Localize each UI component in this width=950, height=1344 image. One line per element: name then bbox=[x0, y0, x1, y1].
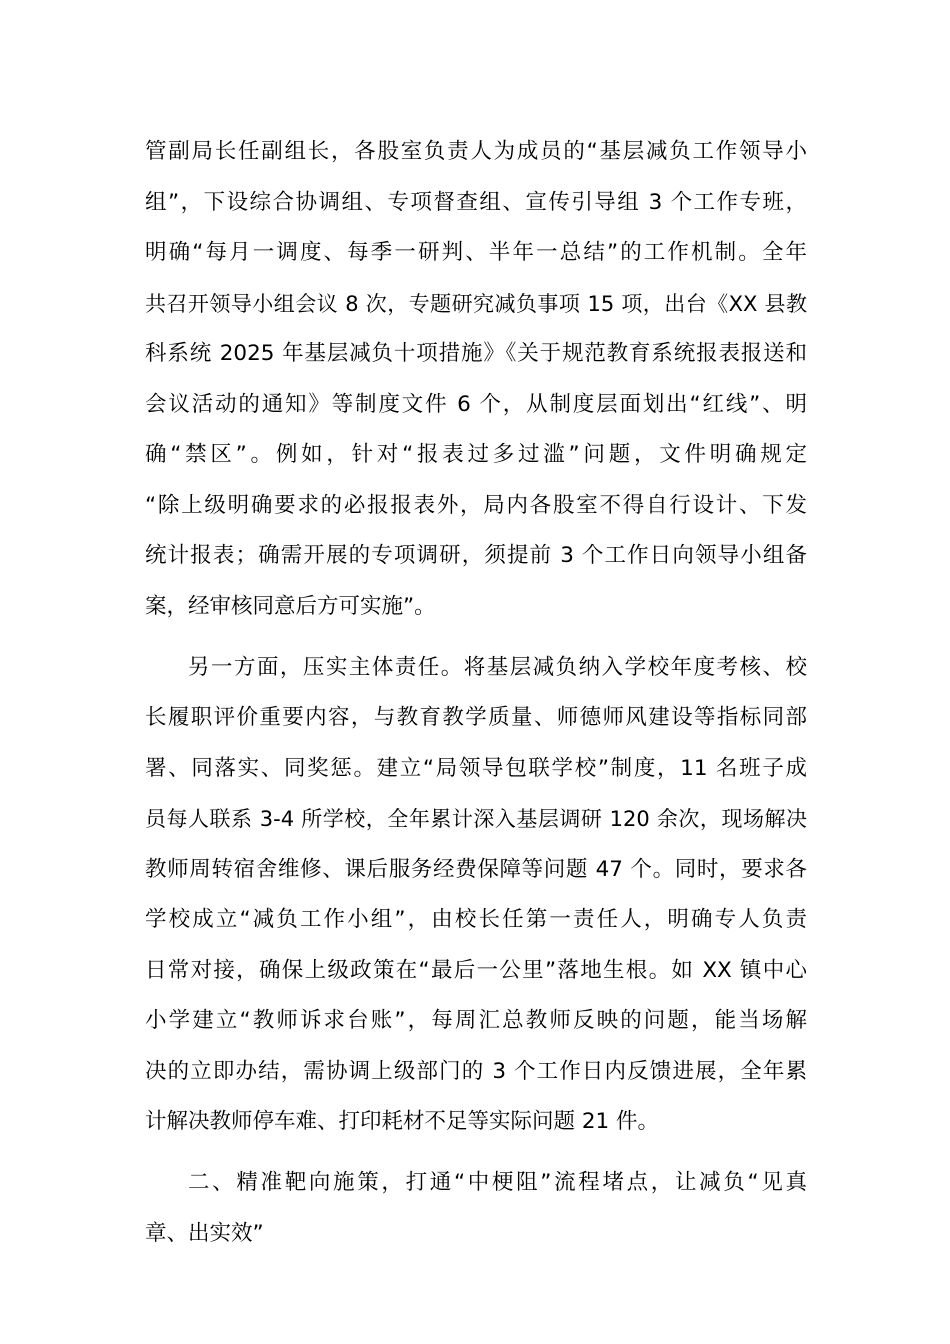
text-line: 计解决教师停车难、打印耗材不足等实际问题 21 件。 bbox=[145, 1109, 660, 1134]
text-line: 员每人联系 3-4 所学校，全年累计深入基层调研 120 余次，现场解决 bbox=[145, 807, 807, 831]
section-heading-2 bbox=[145, 1158, 807, 1259]
paragraph-leadership-group bbox=[145, 127, 807, 632]
text-line: 日常对接，确保上级政策在“最后一公里”落地生根。如 XX 镇中心 bbox=[145, 957, 807, 983]
text-line: 明确“每月一调度、每季一研判、半年一总结”的工作机制。全年 bbox=[145, 240, 807, 265]
text-line: 长履职评价重要内容，与教育教学质量、师德师风建设等指标同部 bbox=[145, 705, 807, 730]
text-line: 案，经审核同意后方可实施”。 bbox=[145, 593, 436, 619]
text-line: 学校成立“减负工作小组”，由校长任第一责任人，明确专人负责 bbox=[145, 907, 807, 932]
text-line: 共召开领导小组会议 8 次，专题研究减负事项 15 项，出台《XX 县教 bbox=[145, 291, 807, 316]
text-line: “除上级明确要求的必报报表外，局内各股室不得自行设计、下发 bbox=[145, 492, 807, 518]
text-line: 管副局长任副组长，各股室负责人为成员的“基层减负工作领导小 bbox=[145, 139, 807, 164]
text-line: 科系统 2025 年基层减负十项措施》《关于规范教育系统报表报送和 bbox=[145, 341, 807, 366]
text-line: 统计报表；确需开展的专项调研，须提前 3 个工作日向领导小组备 bbox=[145, 543, 807, 568]
text-line: 二、精准靶向施策，打通“中梗阻”流程堵点，让减负“见真 bbox=[188, 1170, 807, 1195]
text-line: 章、出实效” bbox=[145, 1220, 264, 1246]
text-line: 教师周转宿舍维修、课后服务经费保障等问题 47 个。同时，要求各 bbox=[145, 856, 807, 882]
text-line: 署、同落实、同奖惩。建立“局领导包联学校”制度，11 名班子成 bbox=[145, 755, 807, 781]
document-body bbox=[145, 127, 807, 1259]
paragraph-main-responsibility bbox=[145, 643, 807, 1148]
text-line: 确“禁区”。例如，针对“报表过多过滥”问题，文件明确规定 bbox=[145, 442, 807, 467]
text-line: 决的立即办结，需协调上级部门的 3 个工作日内反馈进展，全年累 bbox=[145, 1058, 807, 1084]
text-line: 小学建立“教师诉求台账”，每周汇总教师反映的问题，能当场解 bbox=[145, 1008, 807, 1033]
text-line: 会议活动的通知》等制度文件 6 个，从制度层面划出“红线”、明 bbox=[145, 391, 807, 417]
text-line: 组”，下设综合协调组、专项督查组、宣传引导组 3 个工作专班， bbox=[145, 189, 807, 215]
text-line: 另一方面，压实主体责任。将基层减负纳入学校年度考核、校 bbox=[188, 654, 807, 680]
